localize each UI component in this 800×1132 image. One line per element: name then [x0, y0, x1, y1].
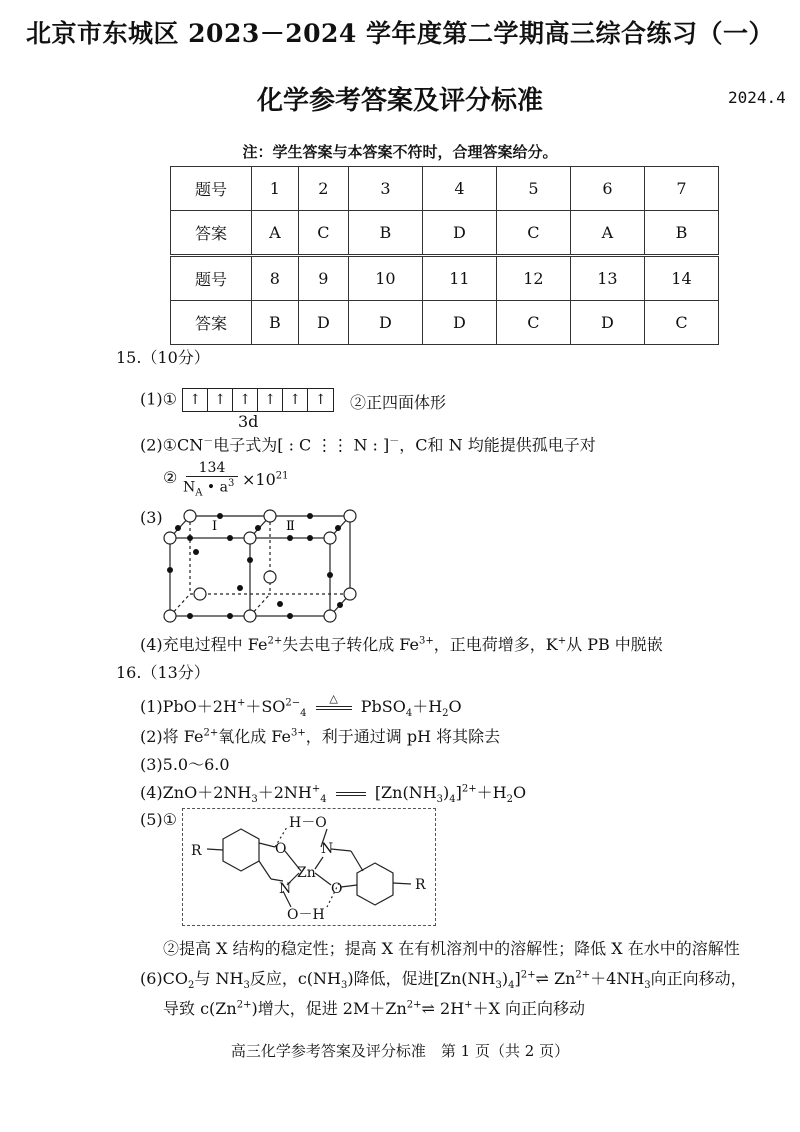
q15-part2-a	[140, 432, 596, 455]
table-cell: 11	[422, 256, 496, 301]
subscript: 4	[449, 794, 456, 806]
text: [Zn(NH	[374, 783, 437, 802]
nitrogen-top: N	[321, 841, 334, 857]
table-cell: 7	[644, 167, 718, 211]
bond	[207, 849, 223, 850]
bond	[341, 885, 357, 887]
text: (2)①CN	[140, 435, 204, 455]
atom-small	[277, 601, 283, 607]
atom-open	[324, 610, 336, 622]
q15-part1	[140, 388, 334, 412]
table-cell: A	[252, 211, 299, 256]
q16-part6-line2	[163, 996, 585, 1019]
atom-small	[307, 535, 313, 541]
atom-hatched	[344, 588, 356, 600]
q15-part1-prefix: (1)①	[140, 389, 178, 409]
table-cell: 10	[348, 256, 422, 301]
text: ＋2NH	[257, 783, 312, 802]
grading-note: 注：学生答案与本答案不符时，合理答案给分。	[242, 143, 558, 161]
orbital-arrow: ↑	[283, 389, 308, 411]
q16-part4	[140, 780, 526, 805]
table-cell: D	[348, 301, 422, 345]
atom-open	[164, 532, 176, 544]
superscript: 2+	[236, 999, 252, 1011]
atom-small	[287, 535, 293, 541]
superscript: 3+	[419, 635, 434, 647]
atom-small	[237, 585, 243, 591]
page-footer: 高三化学参考答案及评分标准 第 1 页（共 2 页）	[230, 1042, 570, 1060]
bond	[259, 861, 271, 879]
superscript: +	[464, 999, 473, 1011]
orbital-label: 3d	[238, 412, 259, 431]
text: ⇌ 2H	[421, 999, 465, 1018]
text: )	[501, 969, 509, 988]
atom-small	[307, 513, 313, 519]
text: ＋X 向正向移动	[472, 999, 586, 1018]
text: O	[513, 783, 527, 802]
text: ＋4NH	[590, 969, 645, 988]
table-header-cell: 答案	[171, 301, 252, 345]
atom-small	[337, 602, 343, 608]
orbital-arrow: ↑	[314, 392, 327, 408]
r-group-right: R	[415, 877, 426, 893]
atom-small	[255, 525, 261, 531]
text: 电子式为[ : C ⋮⋮ N : ]	[213, 435, 390, 455]
crystal-structure-diagram	[160, 500, 360, 625]
table-cell: D	[422, 211, 496, 256]
q16-part3: (3)5.0～6.0	[140, 755, 230, 774]
q15-heading: 15.（10分）	[116, 348, 210, 367]
table-cell: C	[644, 301, 718, 345]
atom-small	[217, 513, 223, 519]
subscript: 4	[320, 794, 327, 806]
text: ×10	[242, 470, 276, 489]
text: 失去电子转化成 Fe	[282, 635, 419, 654]
q16-part1	[140, 691, 462, 720]
text: )	[443, 783, 450, 802]
table-cell: 4	[422, 167, 496, 211]
bond	[331, 849, 351, 851]
q16-part5-b: ②提高 X 结构的稳定性；提高 X 在有机溶剂中的溶解性；降低 X 在水中的溶解性	[163, 939, 740, 958]
superscript: 2+	[575, 969, 591, 981]
orbital-arrow: ↑	[233, 389, 258, 411]
q15-part4	[140, 632, 663, 655]
subscript: 3	[341, 980, 348, 992]
q16-part2	[140, 724, 500, 747]
superscript: －	[389, 436, 400, 447]
document-date: 2024.4	[728, 88, 786, 107]
text: )增大，促进 2M＋Zn	[251, 999, 407, 1018]
superscript: +	[557, 635, 567, 647]
document-title: 北京市东城区 2023－2024 学年度第二学期高三综合练习（一）	[25, 19, 775, 48]
nitrogen-bottom: N	[279, 881, 292, 897]
atom-small	[335, 525, 341, 531]
atom-small	[187, 613, 193, 619]
table-cell: B	[348, 211, 422, 256]
table-cell: 12	[496, 256, 570, 301]
fraction-denominator	[183, 478, 234, 498]
double-bar	[316, 706, 352, 710]
text: • a	[202, 479, 228, 496]
subscript: 3	[251, 794, 258, 806]
table-cell: C	[298, 211, 348, 256]
q16-part5-prefix: (5)①	[140, 810, 178, 829]
oxygen-left: O	[275, 841, 287, 857]
region-label-2: Ⅱ	[286, 519, 295, 534]
atom-open	[244, 532, 256, 544]
text: 从 PB 中脱嵌	[566, 635, 663, 654]
atom-small	[193, 549, 199, 555]
atom-small	[247, 557, 253, 563]
atom-small	[287, 613, 293, 619]
table-cell: D	[298, 301, 348, 345]
subscript: 3	[495, 980, 502, 992]
table-row	[171, 301, 719, 345]
orbital-arrow: ↑	[183, 389, 208, 411]
text: )降低，促进[Zn(NH	[347, 969, 496, 988]
atom-open	[194, 588, 206, 600]
text: 氧化成 Fe	[218, 727, 291, 746]
table-cell: 2	[298, 167, 348, 211]
document-subtitle: 化学参考答案及评分标准	[256, 86, 543, 116]
superscript: 2+	[520, 969, 536, 981]
table-cell: A	[570, 211, 644, 256]
superscript: 2+	[461, 783, 477, 795]
oxygen-right: O	[331, 881, 343, 897]
text: ＋SO	[245, 697, 286, 716]
table-cell: 6	[570, 167, 644, 211]
equilibrium-arrow-heat	[312, 691, 356, 712]
superscript: 3+	[291, 727, 306, 739]
table-row	[171, 167, 719, 211]
superscript: +	[311, 783, 321, 795]
bond	[315, 857, 323, 869]
subscript: A	[195, 487, 203, 499]
orbital-arrow: ↑	[258, 389, 283, 411]
table-cell: D	[422, 301, 496, 345]
text: ]	[514, 969, 521, 988]
bond	[393, 883, 411, 884]
hydroxyl-top: H－O	[289, 815, 327, 831]
table-row	[171, 256, 719, 301]
text: PbSO	[360, 697, 406, 716]
hydroxyl-bottom: O－H	[287, 907, 325, 923]
atom-hatched	[264, 571, 276, 583]
atom-small	[175, 525, 181, 531]
atom-hatched	[244, 610, 256, 622]
q15-part3-prefix: (3)	[140, 508, 163, 527]
fraction-numerator: 134	[186, 460, 238, 477]
text: 向正向移动，	[650, 969, 747, 988]
r-group-left: R	[191, 843, 202, 859]
zinc-label: Zn	[297, 865, 316, 881]
table-cell: 1	[252, 167, 299, 211]
table-cell: 13	[570, 256, 644, 301]
table-cell: B	[252, 301, 299, 345]
text: ＋H	[412, 697, 443, 716]
atom-small	[327, 572, 333, 578]
table-row	[171, 211, 719, 256]
table-cell: 5	[496, 167, 570, 211]
region-label-1: Ⅰ	[212, 519, 218, 534]
superscript: 2+	[203, 727, 219, 739]
subscript: 3	[436, 794, 444, 806]
double-bar	[336, 792, 366, 796]
text: ，C和 N 均能提供孤电子对	[399, 435, 596, 455]
text: (1)PbO＋2H	[140, 697, 237, 716]
text: O	[448, 697, 462, 716]
answer-table	[170, 166, 719, 345]
superscript: 21	[275, 470, 289, 482]
heat-symbol: △	[329, 691, 338, 705]
text: ]	[455, 783, 462, 802]
superscript: 2+	[267, 635, 283, 647]
subscript: 4	[508, 980, 515, 992]
text: 导致 c(Zn	[163, 999, 237, 1018]
q15-part1-b: ②正四面体形	[350, 393, 447, 412]
superscript: 2+	[406, 999, 422, 1011]
subscript: 2	[188, 980, 195, 992]
subscript: 3	[644, 980, 651, 992]
atom-small	[227, 535, 233, 541]
q16-heading: 16.（13分）	[116, 663, 210, 682]
atom-small	[187, 535, 193, 541]
text: 反应，c(NH	[249, 969, 341, 988]
q16-part6-line1	[140, 966, 747, 991]
text: ，利于通过调 pH 将其除去	[305, 727, 501, 746]
subscript: 4	[300, 708, 307, 720]
table-cell: 8	[252, 256, 299, 301]
superscript: 3	[228, 478, 235, 489]
equal-arrow	[332, 792, 370, 796]
orbital-diagram	[182, 388, 334, 412]
text: ＋H	[476, 783, 507, 802]
table-cell: 3	[348, 167, 422, 211]
atom-hatched	[344, 510, 356, 522]
table-cell: 14	[644, 256, 718, 301]
superscript: 2−	[285, 697, 301, 709]
superscript: －	[203, 436, 214, 447]
table-header-cell: 题号	[171, 256, 252, 301]
text: (2)将 Fe	[140, 727, 204, 746]
bond	[315, 873, 331, 885]
table-header-cell: 题号	[171, 167, 252, 211]
text: ，正电荷增多，K	[433, 635, 558, 654]
subscript: 2	[442, 708, 449, 720]
q15-part2-b-prefix: ②	[163, 468, 178, 487]
table-cell: C	[496, 211, 570, 256]
atom-small	[227, 613, 233, 619]
table-cell: D	[570, 301, 644, 345]
table-cell: C	[496, 301, 570, 345]
atom-hatched	[164, 610, 176, 622]
zinc-complex-structure	[183, 809, 435, 925]
text: ⇌ Zn	[535, 969, 576, 988]
orbital-arrow: ↑	[208, 389, 233, 411]
q15-part2-b-exp	[242, 470, 289, 489]
benzene-ring-left	[223, 829, 259, 871]
text: (4)充电过程中 Fe	[140, 635, 268, 654]
atom-small	[167, 567, 173, 573]
text: N	[183, 479, 196, 496]
subscript: 3	[243, 980, 250, 992]
text: (4)ZnO＋2NH	[140, 783, 252, 802]
atom-hatched	[184, 510, 196, 522]
text: (6)CO	[140, 969, 189, 988]
text: 与 NH	[194, 969, 244, 988]
subscript: 2	[506, 794, 514, 806]
table-cell: B	[644, 211, 718, 256]
table-cell: 9	[298, 256, 348, 301]
atom-hatched	[264, 510, 276, 522]
superscript: +	[236, 697, 246, 709]
table-header-cell: 答案	[171, 211, 252, 256]
zinc-complex-structure-box	[182, 808, 436, 926]
atom-open	[324, 532, 336, 544]
subscript: 4	[405, 708, 413, 720]
bond	[259, 843, 275, 847]
bond	[351, 851, 363, 871]
